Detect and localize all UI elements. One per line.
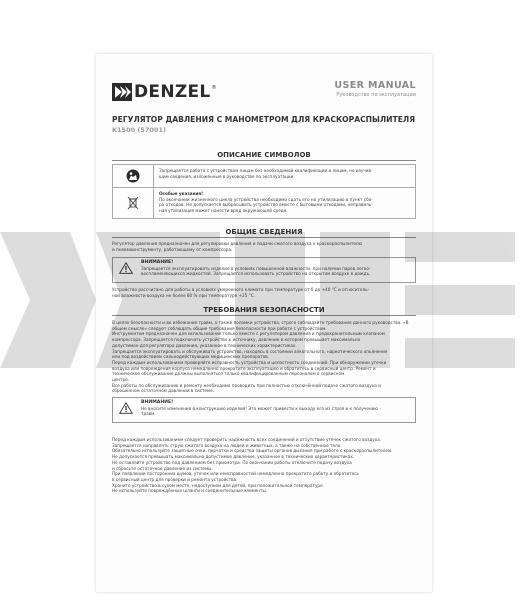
text-line: Перед каждым использованием следует проверить надёжность всех соединений и отсутствие утечек сжатого воздуха.: [112, 437, 382, 442]
text-line: допустимое для регулятора давления, указанное в технических характеристиках.: [112, 342, 297, 348]
crossed-bin-icon: [127, 196, 139, 210]
safety-text: [112, 320, 416, 394]
text-line: Регулятор давления предназначен для регулировки давления и подачи сжатого воздуха к краскораспылителю: [112, 241, 363, 246]
denzel-logo-mark-icon: [112, 83, 132, 101]
manual-title: USER MANUAL: [334, 80, 416, 91]
brand-logo: [112, 82, 217, 102]
text-line: общем смысле» следует соблюдать общие требования безопасности при работе с устройством.: [112, 325, 327, 331]
warning-body: [141, 258, 415, 280]
manual-read-icon: [126, 169, 140, 183]
warning-triangle-icon: [119, 262, 133, 274]
text-line: техническое обслуживание должны выполняться только квалифицированным персоналом в сервисном: [112, 371, 345, 377]
text-line: компрессора. Запрещается подключать устройство к источнику, давление в котором превышает максимально: [112, 337, 361, 343]
warning-icon-cell: [113, 258, 139, 282]
text-line: Не используйте повреждённые шланги и соединительные элементы.: [112, 488, 268, 494]
warning-triangle-icon: [119, 402, 133, 414]
document-model: K1500 (57001): [112, 126, 166, 134]
text-line: центре.: [112, 377, 130, 383]
general-rule: [112, 237, 416, 238]
document-title: РЕГУЛЯТОР ДАВЛЕНИЯ С МАНОМЕТРОМ ДЛЯ КРАСКОРАСПЫЛИТЕЛЯ: [112, 115, 416, 124]
warning-title: ВНИМАНИЕ!: [141, 260, 174, 265]
symbol-line: По окончании жизненного цикла устройства необходимо сдать его на утилизацию в пункт сбо-: [159, 196, 373, 202]
symbol-description: [159, 165, 415, 182]
text-line: Все работы по обслуживанию и ремонту необходимо проводить при полностью отключённой подаче сжатого воздуха и: [112, 382, 381, 388]
text-line: Запрещается эксплуатировать и обслуживать устройство, находясь в состоянии алкогольного, наркотического опьянения: [112, 348, 388, 354]
manual-label: [334, 80, 416, 98]
symbol-line: ра отходов. Не допускается выбрасывать устройство вместе с бытовыми отходами, неправиль-: [159, 202, 373, 208]
warning-title: ВНИМАНИЕ!: [141, 400, 174, 405]
brand-name: DENZEL: [134, 82, 211, 102]
safety-heading: ТРЕБОВАНИЯ БЕЗОПАСНОСТИ: [203, 306, 325, 314]
warning-icon-cell: [113, 398, 139, 422]
text-line: Храните устройство в сухом месте, недоступном для детей, при положительной температуре.: [112, 482, 324, 488]
text-line: или под воздействием сильнодействующих медицинских препаратов.: [112, 354, 270, 360]
warning-line: воспламеняющихся жидкостей. Запрещается использовать устройство на открытом воздухе в дождь.: [141, 271, 371, 277]
symbol-description: [159, 188, 415, 216]
symbol-line: ная утилизация может нанести вред окружающей среде.: [159, 207, 288, 213]
text-line: и пневмоинструменту, работающему от компрессора.: [112, 246, 233, 252]
symbols-rule: [112, 160, 416, 161]
symbol-icon-cell: [113, 165, 154, 187]
text-line: Запрещается направлять струю сжатого воздуха на людей и животных, а также на собственное тело.: [112, 442, 342, 448]
symbol-icon-cell: [113, 188, 154, 218]
text-line: сброшенном остаточном давлении в системе.: [112, 388, 215, 394]
warning-line: Запрещается эксплуатировать изделие в условиях повышенной влажности, при наличии паров легко-: [141, 265, 371, 271]
brand-registered-mark: ®: [211, 85, 217, 91]
warning-line: Не вносите изменения в конструкцию изделия! Это может привести к выходу его из строя и к получению: [141, 405, 378, 411]
text-line: Не допускается превышать максимально допустимое давление, указанное в технических характеристиках.: [112, 454, 355, 460]
text-line: в сервисный центр для проверки и ремонта устройства.: [112, 476, 238, 482]
safety-tail: [112, 437, 416, 494]
warning-body: [141, 398, 415, 420]
manual-page: [96, 54, 432, 592]
symbol-line: шим сведения, изложенные в руководстве по эксплуатации.: [159, 173, 295, 179]
safety-rule: [112, 315, 416, 316]
symbol-row: [113, 165, 415, 188]
symbol-title: Особые указания!: [159, 191, 204, 196]
text-line: Инструментом предназначен для использования только вместе с регулятором давления и предохранительным клапаном: [112, 331, 385, 337]
warning-line: травм.: [141, 411, 156, 417]
text-line: При появлении посторонних шумов, утечек или неисправностей немедленно прекратите работу и обратитесь: [112, 471, 359, 477]
safety-warning: [112, 397, 416, 423]
text-line: Перед каждым использованием проверяйте исправность устройства и целостность соединений. При обнаружении утечки: [112, 359, 387, 365]
text-line: Устройство рассчитано для работы в условиях умеренного климата при температуре от 0 до +40 °С и относитель-: [112, 287, 370, 292]
symbols-heading: ОПИСАНИЕ СИМВОЛОВ: [217, 151, 311, 159]
text-line: Обязательно используйте защитные очки, перчатки и средства защиты органов дыхания при работе с краскораспылителем.: [112, 448, 393, 454]
symbol-row: [113, 188, 415, 218]
symbol-line: Запрещается работа с устройством лицам без необходимой квалификации и лицам, не изучив-: [159, 168, 373, 173]
text-line: воздуха или повреждения корпуса немедленно прекратите эксплуатацию и обратитесь в сервисный центр. Ремонт и: [112, 365, 376, 371]
general-intro: [112, 241, 416, 252]
manual-subtitle: Руководство по эксплуатации: [336, 92, 416, 98]
climate-paragraph: [112, 287, 416, 298]
text-line: Не оставляйте устройство под давлением без присмотра. По окончании работы отключите подачу воздуха: [112, 459, 352, 465]
general-heading: ОБЩИЕ СВЕДЕНИЯ: [225, 228, 303, 236]
symbols-table: [112, 164, 416, 219]
text-line: В целях безопасности и во избежание травм, а также поломки устройства, строго соблюдайте требования данного руководства. «В: [112, 320, 409, 325]
text-line: и сбросьте остаточное давление из системы.: [112, 465, 213, 471]
general-warning: [112, 257, 416, 283]
text-line: ной влажности воздуха не более 80 % при температуре +25 °С.: [112, 292, 256, 298]
